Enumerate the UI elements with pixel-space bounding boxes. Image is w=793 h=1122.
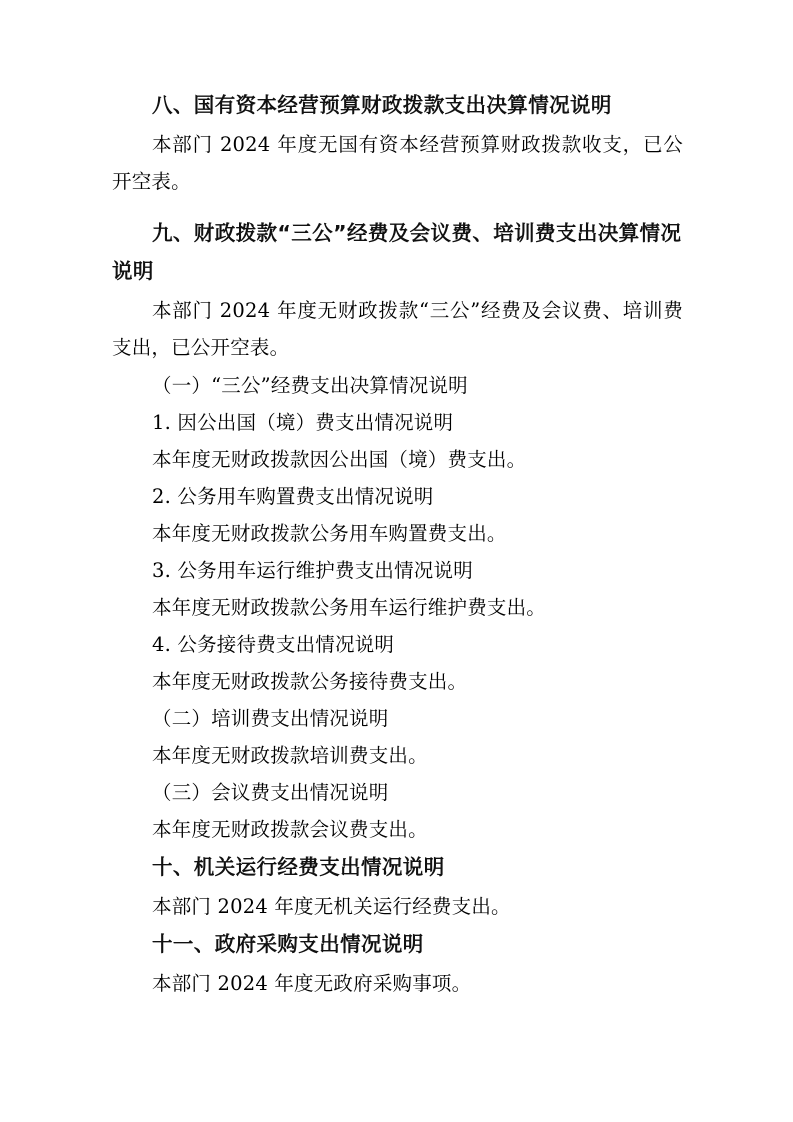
document-body <box>112 86 683 1002</box>
item-four-title: 4. 公务接待费支出情况说明 <box>152 633 395 656</box>
item-one-text: 本年度无财政拨款因公出国（境）费支出。 <box>152 448 527 471</box>
item-three-title: 3. 公务用车运行维护费支出情况说明 <box>152 559 473 582</box>
item-three-text: 本年度无财政拨款公务用车运行维护费支出。 <box>152 596 547 619</box>
section-nine-paragraph: 本部门 2024 年度无财政拨款“三公”经费及会议费、培训费支出，已公开空表。 <box>112 299 683 359</box>
section-eight-paragraph: 本部门 2024 年度无国有资本经营预算财政拨款收支，已公开空表。 <box>112 133 683 193</box>
subsection-two-title: （二）培训费支出情况说明 <box>152 707 389 730</box>
section-heading-nine: 九、财政拨款“三公”经费及会议费、培训费支出决算情况说明 <box>112 221 682 283</box>
section-ten-paragraph: 本部门 2024 年度无机关运行经费支出。 <box>152 895 511 918</box>
section-eleven-paragraph: 本部门 2024 年度无政府采购事项。 <box>152 972 472 995</box>
item-one-title: 1. 因公出国（境）费支出情况说明 <box>152 411 454 434</box>
item-two-text: 本年度无财政拨款公务用车购置费支出。 <box>152 522 507 545</box>
subsection-one-title: （一）“三公”经费支出决算情况说明 <box>152 374 468 397</box>
section-heading-eight: 八、国有资本经营预算财政拨款支出决算情况说明 <box>152 93 612 117</box>
subsection-three-title: （三）会议费支出情况说明 <box>152 781 389 804</box>
section-heading-eleven: 十一、政府采购支出情况说明 <box>152 932 424 956</box>
section-heading-ten: 十、机关运行经费支出情况说明 <box>152 855 445 879</box>
item-two-title: 2. 公务用车购置费支出情况说明 <box>152 485 434 508</box>
subsection-two-text: 本年度无财政拨款培训费支出。 <box>152 744 428 767</box>
subsection-three-text: 本年度无财政拨款会议费支出。 <box>152 818 428 841</box>
item-four-text: 本年度无财政拨款公务接待费支出。 <box>152 670 468 693</box>
